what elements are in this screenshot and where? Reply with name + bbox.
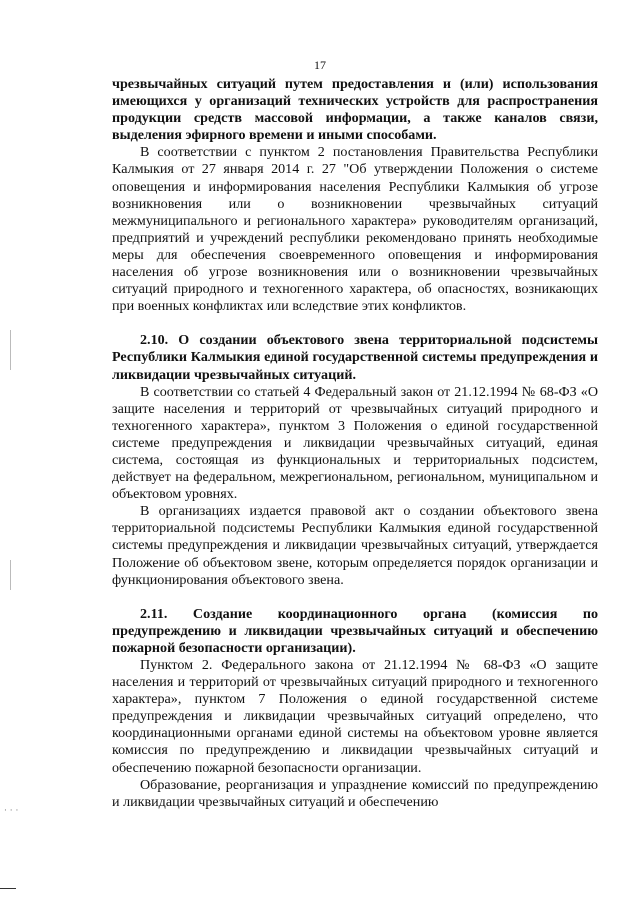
scan-edge-line (0, 888, 16, 889)
scan-speckles: · · · (4, 806, 19, 816)
scan-edge-mark (10, 560, 11, 590)
section-heading-2-10: 2.10. О создании объектового звена территориальной подсистемы Республики Калмыкия единой государственной системы предупреждения и ликвидации чрезвычайных ситуаций. (112, 332, 598, 383)
paragraph-commission-formation: Образование, реорганизация и упразднение комиссий по предупреждению и ликвидации чрезвычайных ситуаций и обеспечению (112, 776, 598, 810)
paragraph-notification-regulation: В соответствии с пунктом 2 постановления Правительства Республики Калмыкия от 27 января 2014 г. 27 "Об утверждении Положения о системе оповещения и информирования населения Республики Калмыкия об угрозе возникновения или о возникновении чрезвычайных ситуаций межмуниципального и регионального характера» руководителям организаций, предприятий и учреждений республики рекомендовано принять необходимые меры для обеспечения своевременного оповещения и информирования населения об угрозе возникновения или о возникновении чрезвычайных ситуаций природного и техногенного характера, об опасностях, возникающих при военных конфликтах или вследствие этих конфликтов. (112, 144, 598, 315)
paragraph-legal-act-object-unit: В организациях издается правовой акт о создании объектового звена территориальной подсистемы Республики Калмыкия единой государственной системы предупреждения и ликвидации чрезвычайных ситуаций, утверждается Положение об объектовом звене, которым определяется порядок организации и функционирования объектового звена. (112, 503, 598, 588)
page-number: 17 (314, 58, 326, 72)
paragraph-coordination-body: Пунктом 2. Федерального закона от 21.12.1994 № 68-ФЗ «О защите населения и территорий от чрезвычайных ситуаций природного и техногенного характера», пунктом 7 Положения о единой государственной системе предупреждения и ликвидации чрезвычайных ситуаций определено, что координационными органами единой системы на объектовом уровне является комиссия по предупреждению и ликвидации чрезвычайных ситуаций и обеспечению пожарной безопасности организации. (112, 657, 598, 776)
paragraph-continuation-bold: чрезвычайных ситуаций путем предоставления и (или) использования имеющихся у организаций технических устройств для распространения продукции средств массовой информации, а также каналов связи, выделения эфирного времени и иными способами. (112, 76, 598, 144)
section-heading-2-11: 2.11. Создание координационного органа (комиссия по предупреждению и ликвидации чрезвычайных ситуаций и обеспечению пожарной безопасности организации). (112, 605, 598, 656)
paragraph-unified-system-levels: В соответствии со статьей 4 Федеральный закон от 21.12.1994 № 68-ФЗ «О защите населения и территорий от чрезвычайных ситуаций природного и техногенного характера», пунктом 3 Положения о единой государственной системе предупреждения и ликвидации чрезвычайных ситуаций, единая система, состоящая из функциональных и территориальных подсистем, действует на федеральном, межрегиональном, региональном, муниципальном и объектовом уровнях. (112, 383, 598, 503)
scan-edge-mark (10, 330, 11, 370)
document-body (112, 76, 598, 811)
